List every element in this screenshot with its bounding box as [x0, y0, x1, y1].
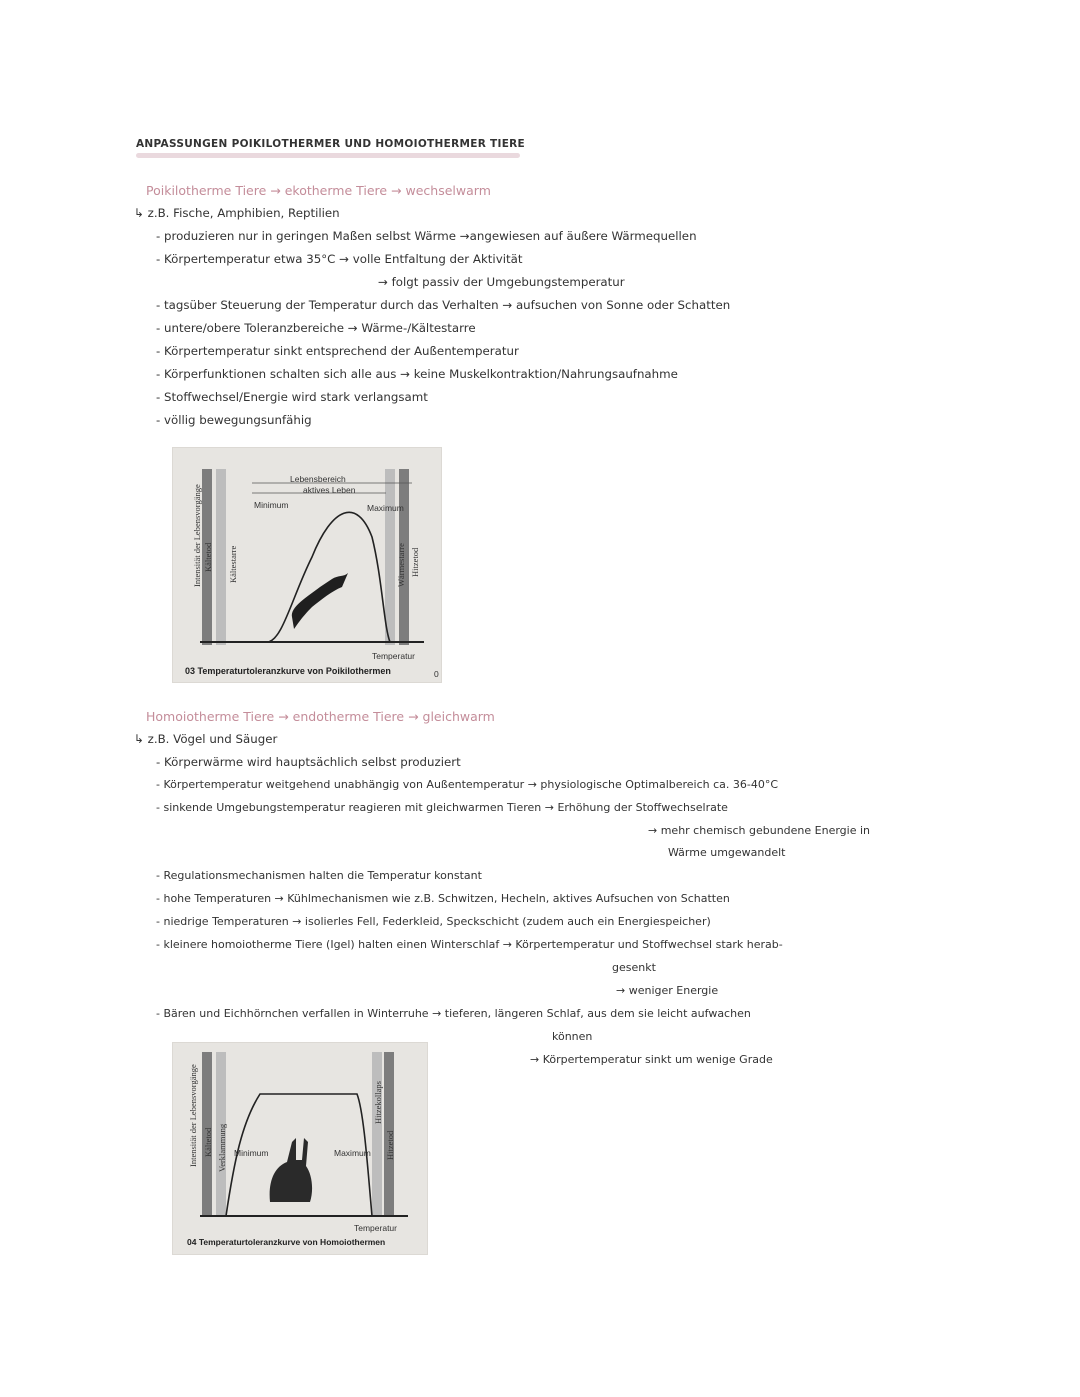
- fig2-x-axis: Temperatur: [354, 1223, 397, 1233]
- homoio-examples: ↳ z.B. Vögel und Säuger: [134, 732, 278, 746]
- poikilo-heading: Poikilotherme Tiere → ekotherme Tiere → wechselwarm: [146, 183, 491, 198]
- poikilo-line: - Körpertemperatur sinkt entsprechend der Außentemperatur: [156, 344, 519, 358]
- fig1-minimum: Minimum: [254, 500, 289, 510]
- fig2-kaeltetod: Kältetod: [203, 1127, 213, 1157]
- fig1-waermestarre: Wärmestarre: [396, 543, 406, 587]
- poikilo-line: - Stoffwechsel/Energie wird stark verlangsamt: [156, 390, 428, 404]
- fig2-hitzetod: Hitzetod: [385, 1130, 395, 1160]
- poikilo-line: - Körpertemperatur etwa 35°C → volle Entfaltung der Aktivität: [156, 252, 523, 266]
- page-title: ANPASSUNGEN POIKILOTHERMER UND HOMOIOTHERMER TIERE: [136, 138, 526, 150]
- fig1-y-axis: Intensität der Lebensvorgänge: [192, 484, 202, 587]
- fig1-aktives-leben: aktives Leben: [303, 485, 356, 495]
- fig1-kaeltestarre: Kältestarre: [228, 545, 238, 583]
- title-highlight: [136, 153, 520, 158]
- homoio-line: - kleinere homoiotherme Tiere (Igel) halten einen Winterschlaf → Körpertemperatur und Stoffwechsel stark herab-: [156, 938, 783, 951]
- poikilo-line: - Körperfunktionen schalten sich alle aus → keine Muskelkontraktion/Nahrungsaufnahme: [156, 367, 678, 381]
- figure-poikilotherm: [172, 447, 442, 683]
- homoio-line: können: [552, 1030, 593, 1043]
- fig2-maximum: Maximum: [334, 1148, 371, 1158]
- fig1-x-axis: Temperatur: [372, 651, 415, 661]
- fig2-caption: 04 Temperaturtoleranzkurve von Homoiothermen: [187, 1237, 386, 1247]
- homoio-line: - Körpertemperatur weitgehend unabhängig von Außentemperatur → physiologische Optimalbereich ca. 36-40°C: [156, 778, 779, 791]
- fig1-hitzetod: Hitzetod: [410, 547, 420, 577]
- poikilo-line: → folgt passiv der Umgebungstemperatur: [378, 275, 625, 289]
- fig2-hitzekollaps: Hitzekollaps: [373, 1081, 383, 1124]
- homoio-line: - sinkende Umgebungstemperatur reagieren mit gleichwarmen Tieren → Erhöhung der Stoffwechselrate: [156, 801, 728, 814]
- homoio-line: → Körpertemperatur sinkt um wenige Grade: [530, 1053, 773, 1066]
- homoio-heading: Homoiotherme Tiere → endotherme Tiere → gleichwarm: [146, 709, 495, 724]
- homoio-line: Wärme umgewandelt: [668, 846, 786, 859]
- homoio-line: gesenkt: [612, 961, 656, 974]
- hare-icon: [270, 1138, 312, 1202]
- fig2-y-axis: Intensität der Lebensvorgänge: [188, 1064, 198, 1167]
- fig2-minimum: Minimum: [234, 1148, 269, 1158]
- homoio-line: - hohe Temperaturen → Kühlmechanismen wie z.B. Schwitzen, Hecheln, aktives Aufsuchen von Schatten: [156, 892, 730, 905]
- poikilo-line: - tagsüber Steuerung der Temperatur durch das Verhalten → aufsuchen von Sonne oder Schatten: [156, 298, 731, 312]
- fig2-verklammung: Verklammung: [217, 1123, 227, 1172]
- homoio-line: - Körperwärme wird hauptsächlich selbst produziert: [156, 755, 461, 769]
- fig1-lebensbereich: Lebensbereich: [290, 474, 346, 484]
- fig1-kaeltetod: Kältetod: [203, 542, 213, 572]
- homoio-line: - niedrige Temperaturen → isolierles Fell, Federkleid, Speckschicht (zudem auch ein Energiespeicher): [156, 915, 711, 928]
- poikilo-examples: ↳ z.B. Fische, Amphibien, Reptilien: [134, 206, 340, 220]
- fig1-maximum: Maximum: [367, 503, 404, 513]
- homoio-line: → weniger Energie: [616, 984, 719, 997]
- figure-homoiotherm: [172, 1042, 428, 1255]
- homoio-line: → mehr chemisch gebundene Energie in: [648, 824, 871, 837]
- poikilo-line: - untere/obere Toleranzbereiche → Wärme-/Kältestarre: [156, 321, 476, 335]
- fig1-caption: 03 Temperaturtoleranzkurve von Poikilothermen: [185, 666, 391, 676]
- homoio-line: - Bären und Eichhörnchen verfallen in Winterruhe → tieferen, längeren Schlaf, aus dem sie leicht aufwachen: [156, 1007, 751, 1020]
- fig1-zero: 0: [434, 669, 439, 679]
- homoio-line: - Regulationsmechanismen halten die Temperatur konstant: [156, 869, 482, 882]
- poikilo-line: - völlig bewegungsunfähig: [156, 413, 312, 427]
- poikilo-line: - produzieren nur in geringen Maßen selbst Wärme →angewiesen auf äußere Wärmequellen: [156, 229, 697, 243]
